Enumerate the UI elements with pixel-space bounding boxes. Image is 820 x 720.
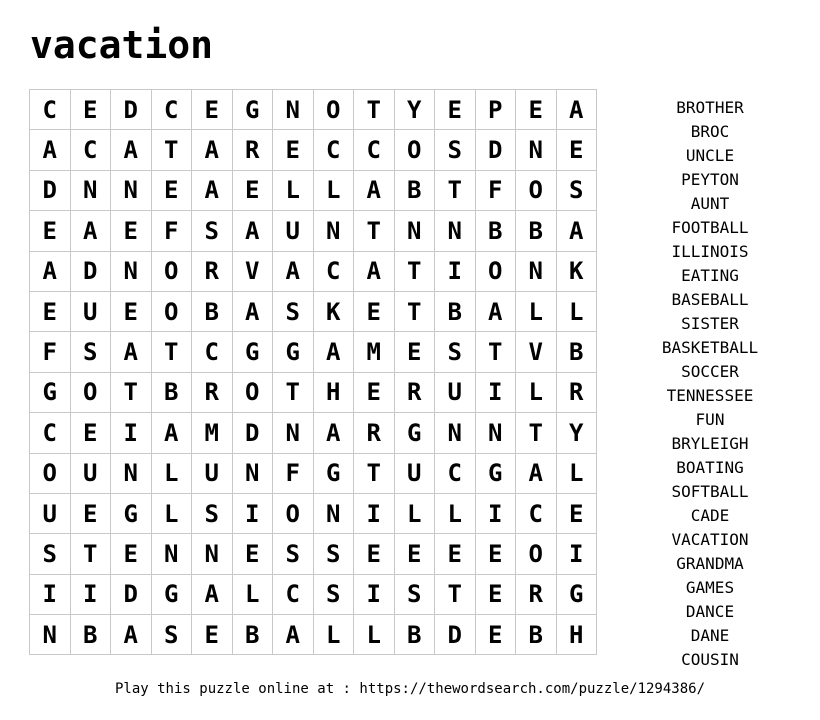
grid-cell: G	[273, 332, 314, 372]
grid-cell: L	[556, 291, 597, 331]
grid-cell: N	[151, 534, 192, 574]
grid-cell: D	[111, 90, 152, 130]
grid-cell: R	[354, 413, 395, 453]
grid-cell: F	[151, 211, 192, 251]
grid-cell: E	[556, 130, 597, 170]
grid-cell: D	[30, 170, 71, 210]
grid-cell: E	[30, 291, 71, 331]
grid-cell: T	[354, 90, 395, 130]
grid-cell: F	[30, 332, 71, 372]
grid-cell: D	[111, 574, 152, 614]
grid-cell: C	[192, 332, 233, 372]
grid-cell: E	[273, 130, 314, 170]
word-list-item: DANE	[690, 626, 730, 645]
grid-cell: S	[273, 534, 314, 574]
grid-cell: S	[30, 534, 71, 574]
grid-cell: I	[30, 574, 71, 614]
grid-cell: N	[111, 170, 152, 210]
grid-cell: E	[70, 413, 111, 453]
grid-cell: R	[232, 130, 273, 170]
grid-row	[30, 90, 597, 130]
grid-cell: R	[394, 372, 435, 412]
grid-cell: D	[435, 615, 476, 655]
grid-cell: I	[556, 534, 597, 574]
grid-cell: U	[394, 453, 435, 493]
grid-cell: U	[70, 453, 111, 493]
grid-cell: N	[516, 251, 557, 291]
grid-cell: B	[192, 291, 233, 331]
grid-cell: N	[70, 170, 111, 210]
grid-cell: C	[313, 251, 354, 291]
word-list-item: TENNESSEE	[666, 386, 754, 405]
grid-cell: A	[30, 130, 71, 170]
word-list-item: SOFTBALL	[671, 482, 749, 501]
word-list-item: UNCLE	[685, 146, 735, 165]
grid-cell: S	[313, 534, 354, 574]
grid-cell: A	[354, 170, 395, 210]
grid-cell: T	[435, 574, 476, 614]
letter-grid	[29, 89, 597, 655]
grid-cell: A	[313, 413, 354, 453]
grid-cell: K	[313, 291, 354, 331]
grid-cell: C	[435, 453, 476, 493]
grid-cell: A	[70, 211, 111, 251]
grid-cell: N	[516, 130, 557, 170]
grid-cell: R	[556, 372, 597, 412]
grid-cell: E	[232, 170, 273, 210]
grid-cell: N	[313, 211, 354, 251]
grid-row	[30, 615, 597, 655]
word-list-item: FUN	[695, 410, 725, 429]
grid-cell: F	[475, 170, 516, 210]
word-list-item: BOATING	[676, 458, 744, 477]
grid-cell: C	[151, 90, 192, 130]
word-list-item: BROTHER	[676, 98, 744, 117]
grid-cell: O	[30, 453, 71, 493]
grid-cell: E	[394, 534, 435, 574]
grid-cell: I	[354, 493, 395, 533]
grid-row	[30, 413, 597, 453]
grid-cell: I	[354, 574, 395, 614]
grid-row	[30, 332, 597, 372]
grid-cell: H	[313, 372, 354, 412]
grid-cell: I	[475, 493, 516, 533]
grid-cell: N	[435, 413, 476, 453]
grid-cell: R	[516, 574, 557, 614]
grid-cell: A	[192, 170, 233, 210]
word-list-item: CADE	[690, 506, 730, 525]
word-list-item: EATING	[681, 266, 739, 285]
grid-cell: S	[435, 130, 476, 170]
grid-cell: V	[232, 251, 273, 291]
grid-cell: L	[516, 291, 557, 331]
grid-cell: N	[273, 413, 314, 453]
grid-cell: A	[232, 291, 273, 331]
grid-cell: A	[556, 90, 597, 130]
grid-cell: T	[475, 332, 516, 372]
grid-cell: A	[516, 453, 557, 493]
grid-row	[30, 453, 597, 493]
grid-cell: C	[30, 413, 71, 453]
grid-row	[30, 130, 597, 170]
grid-row	[30, 574, 597, 614]
grid-cell: Y	[556, 413, 597, 453]
grid-cell: O	[70, 372, 111, 412]
grid-cell: B	[394, 615, 435, 655]
grid-cell: N	[232, 453, 273, 493]
grid-cell: G	[313, 453, 354, 493]
grid-cell: T	[516, 413, 557, 453]
grid-cell: E	[475, 615, 516, 655]
grid-cell: E	[30, 211, 71, 251]
grid-cell: E	[556, 493, 597, 533]
grid-cell: C	[516, 493, 557, 533]
grid-cell: O	[475, 251, 516, 291]
grid-cell: T	[151, 332, 192, 372]
grid-cell: U	[435, 372, 476, 412]
grid-cell: E	[354, 372, 395, 412]
word-list-item: BASKETBALL	[661, 338, 759, 357]
grid-cell: C	[354, 130, 395, 170]
grid-cell: A	[151, 413, 192, 453]
grid-cell: B	[475, 211, 516, 251]
grid-cell: B	[151, 372, 192, 412]
grid-cell: T	[394, 291, 435, 331]
grid-cell: A	[192, 130, 233, 170]
word-list-item: DANCE	[685, 602, 735, 621]
grid-cell: S	[192, 211, 233, 251]
word-list-item: VACATION	[671, 530, 749, 549]
grid-cell: B	[516, 615, 557, 655]
grid-cell: O	[151, 291, 192, 331]
word-list-item: FOOTBALL	[671, 218, 749, 237]
grid-cell: L	[354, 615, 395, 655]
grid-cell: S	[273, 291, 314, 331]
grid-cell: G	[394, 413, 435, 453]
grid-cell: B	[556, 332, 597, 372]
grid-row	[30, 251, 597, 291]
grid-cell: M	[192, 413, 233, 453]
grid-cell: N	[111, 251, 152, 291]
word-list-item: BRYLEIGH	[671, 434, 749, 453]
grid-cell: E	[111, 534, 152, 574]
grid-cell: I	[111, 413, 152, 453]
word-list-item: BROC	[690, 122, 730, 141]
grid-row	[30, 170, 597, 210]
grid-cell: I	[232, 493, 273, 533]
grid-cell: G	[232, 332, 273, 372]
grid-cell: B	[70, 615, 111, 655]
word-list-item: SOCCER	[681, 362, 739, 381]
grid-cell: E	[354, 534, 395, 574]
grid-cell: O	[394, 130, 435, 170]
grid-cell: E	[232, 534, 273, 574]
grid-cell: D	[70, 251, 111, 291]
grid-cell: A	[313, 332, 354, 372]
grid-cell: L	[313, 615, 354, 655]
grid-cell: A	[273, 615, 314, 655]
grid-cell: L	[273, 170, 314, 210]
grid-cell: N	[192, 534, 233, 574]
grid-cell: C	[30, 90, 71, 130]
grid-cell: F	[273, 453, 314, 493]
grid-cell: G	[556, 574, 597, 614]
grid-cell: A	[111, 332, 152, 372]
grid-cell: S	[394, 574, 435, 614]
grid-cell: L	[151, 493, 192, 533]
grid-row	[30, 372, 597, 412]
grid-cell: L	[394, 493, 435, 533]
word-list-item: ILLINOIS	[671, 242, 749, 261]
grid-row	[30, 291, 597, 331]
grid-cell: N	[30, 615, 71, 655]
grid-cell: E	[192, 90, 233, 130]
grid-cell: O	[232, 372, 273, 412]
grid-cell: L	[516, 372, 557, 412]
grid-cell: H	[556, 615, 597, 655]
grid-cell: E	[151, 170, 192, 210]
grid-cell: E	[394, 332, 435, 372]
footer-link-text: Play this puzzle online at : https://thewordsearch.com/puzzle/1294386/	[114, 681, 705, 697]
grid-cell: A	[30, 251, 71, 291]
grid-cell: E	[475, 574, 516, 614]
word-list-item: GAMES	[685, 578, 735, 597]
grid-cell: A	[475, 291, 516, 331]
grid-cell: N	[313, 493, 354, 533]
grid-cell: N	[475, 413, 516, 453]
puzzle-title: vacation	[30, 23, 214, 67]
grid-cell: G	[475, 453, 516, 493]
grid-cell: T	[435, 170, 476, 210]
grid-cell: E	[192, 615, 233, 655]
grid-row	[30, 493, 597, 533]
grid-cell: N	[273, 90, 314, 130]
grid-cell: A	[273, 251, 314, 291]
grid-cell: T	[151, 130, 192, 170]
grid-cell: E	[435, 534, 476, 574]
grid-cell: O	[151, 251, 192, 291]
grid-cell: L	[151, 453, 192, 493]
grid-cell: A	[111, 130, 152, 170]
grid-cell: B	[394, 170, 435, 210]
word-list-item: PEYTON	[681, 170, 739, 189]
grid-cell: L	[232, 574, 273, 614]
grid-cell: O	[273, 493, 314, 533]
grid-cell: T	[70, 534, 111, 574]
grid-cell: S	[313, 574, 354, 614]
grid-cell: A	[556, 211, 597, 251]
grid-cell: A	[192, 574, 233, 614]
grid-cell: A	[111, 615, 152, 655]
grid-cell: N	[394, 211, 435, 251]
grid-cell: I	[70, 574, 111, 614]
grid-cell: A	[232, 211, 273, 251]
word-list-item: SISTER	[681, 314, 739, 333]
grid-cell: C	[313, 130, 354, 170]
grid-cell: O	[516, 534, 557, 574]
grid-cell: E	[516, 90, 557, 130]
grid-cell: E	[111, 291, 152, 331]
grid-cell: G	[232, 90, 273, 130]
grid-cell: M	[354, 332, 395, 372]
grid-cell: B	[232, 615, 273, 655]
grid-row	[30, 534, 597, 574]
word-list-item: AUNT	[690, 194, 730, 213]
grid-cell: T	[394, 251, 435, 291]
grid-cell: E	[111, 211, 152, 251]
word-list-item: BASEBALL	[671, 290, 749, 309]
grid-cell: P	[475, 90, 516, 130]
grid-cell: T	[354, 453, 395, 493]
grid-cell: R	[192, 372, 233, 412]
grid-cell: S	[70, 332, 111, 372]
grid-cell: B	[435, 291, 476, 331]
grid-cell: A	[354, 251, 395, 291]
grid-cell: O	[313, 90, 354, 130]
grid-cell: C	[273, 574, 314, 614]
grid-cell: L	[313, 170, 354, 210]
grid-cell: U	[70, 291, 111, 331]
grid-cell: G	[151, 574, 192, 614]
grid-cell: N	[111, 453, 152, 493]
grid-cell: E	[70, 493, 111, 533]
grid-cell: N	[435, 211, 476, 251]
grid-cell: T	[111, 372, 152, 412]
grid-cell: Y	[394, 90, 435, 130]
grid-cell: U	[273, 211, 314, 251]
word-list-item: GRANDMA	[676, 554, 744, 573]
word-list-item: COUSIN	[681, 650, 739, 669]
grid-cell: E	[354, 291, 395, 331]
grid-cell: C	[70, 130, 111, 170]
grid-cell: R	[192, 251, 233, 291]
grid-cell: L	[435, 493, 476, 533]
grid-cell: D	[475, 130, 516, 170]
word-list	[640, 96, 780, 672]
grid-cell: D	[232, 413, 273, 453]
grid-cell: I	[475, 372, 516, 412]
grid-cell: L	[556, 453, 597, 493]
grid-cell: T	[354, 211, 395, 251]
grid-cell: B	[516, 211, 557, 251]
grid-cell: S	[556, 170, 597, 210]
grid-cell: O	[516, 170, 557, 210]
grid-cell: S	[192, 493, 233, 533]
grid-cell: S	[151, 615, 192, 655]
grid-cell: U	[192, 453, 233, 493]
grid-cell: V	[516, 332, 557, 372]
grid-cell: E	[475, 534, 516, 574]
grid-cell: T	[273, 372, 314, 412]
grid-cell: E	[435, 90, 476, 130]
grid-cell: I	[435, 251, 476, 291]
grid-row	[30, 211, 597, 251]
grid-cell: G	[111, 493, 152, 533]
grid-cell: G	[30, 372, 71, 412]
grid-cell: S	[435, 332, 476, 372]
grid-cell: E	[70, 90, 111, 130]
grid-cell: U	[30, 493, 71, 533]
grid-cell: K	[556, 251, 597, 291]
